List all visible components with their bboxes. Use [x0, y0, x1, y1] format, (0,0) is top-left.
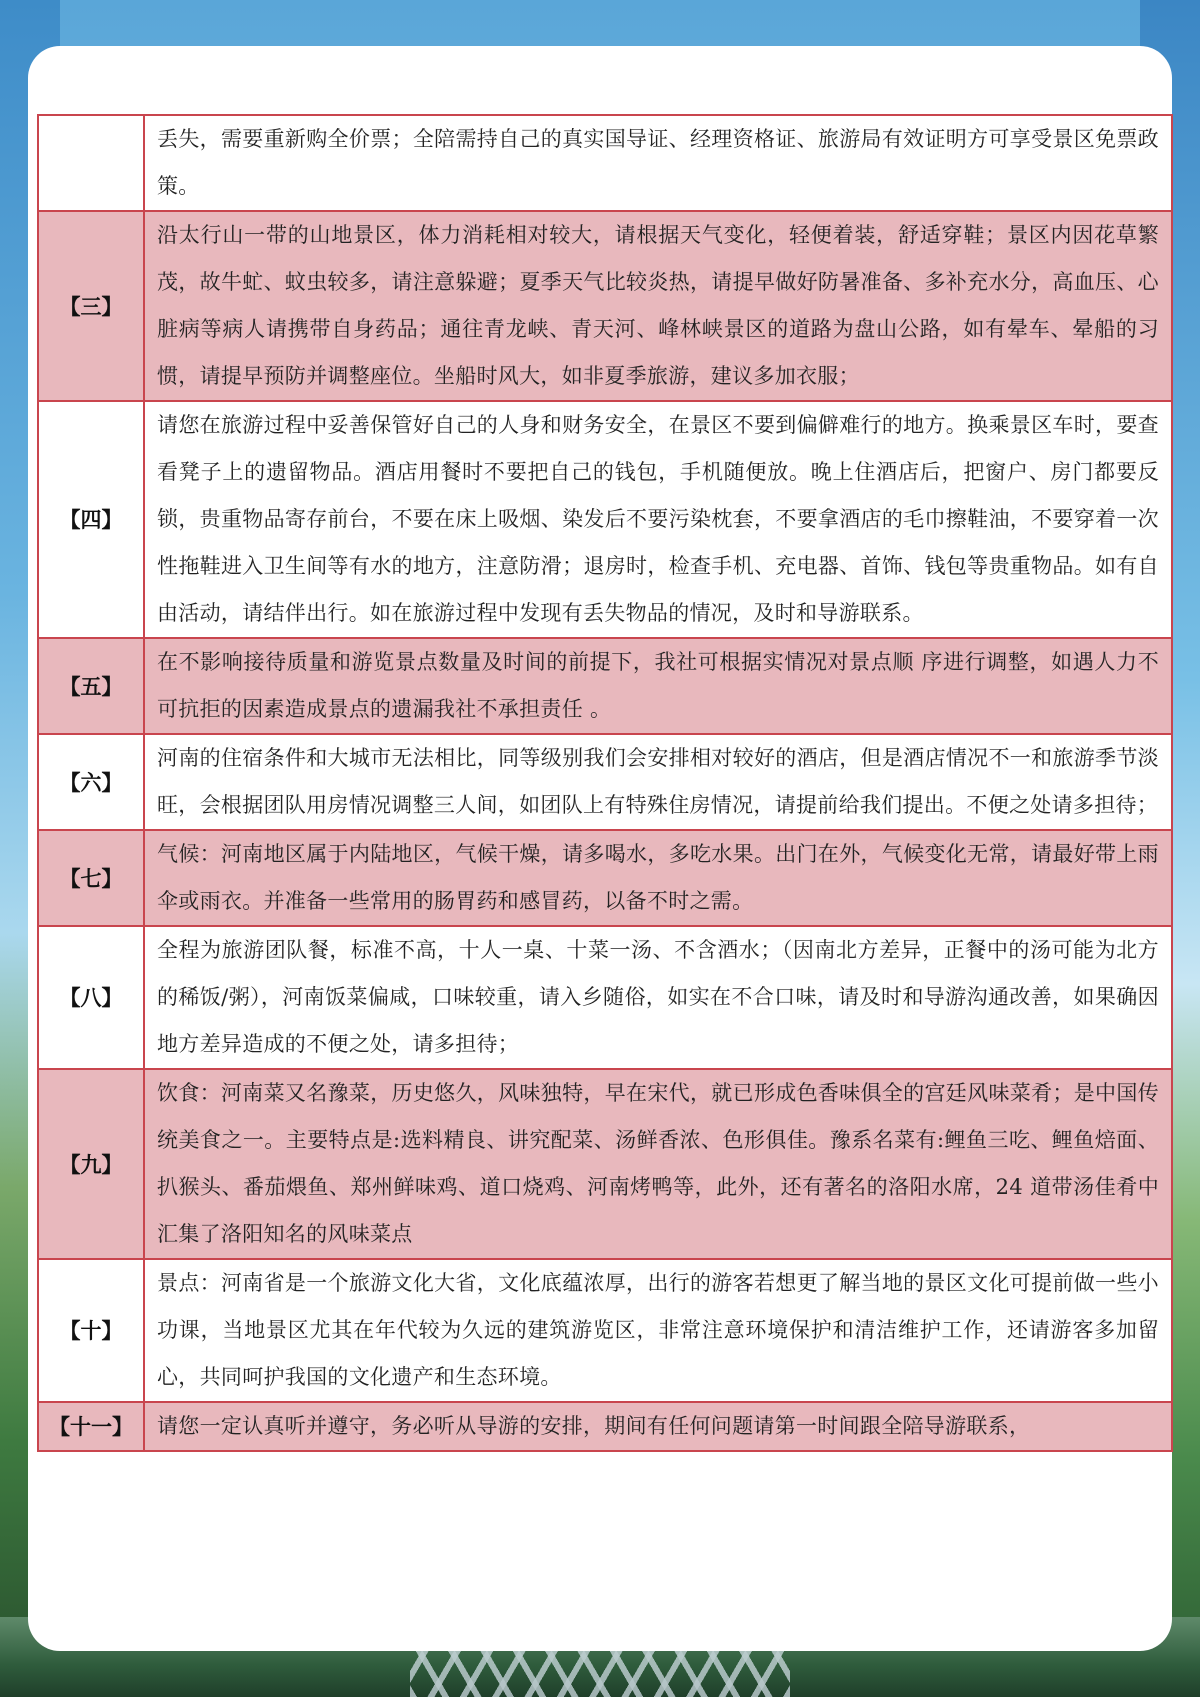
table-row — [38, 401, 1172, 638]
row-label — [38, 115, 144, 211]
row-text: 气候：河南地区属于内陆地区，气候干燥，请多喝水，多吃水果。出门在外，气候变化无常，请最好带上雨伞或雨衣。并准备一些常用的肠胃药和感冒药，以备不时之需。 — [144, 830, 1172, 926]
row-label: 【七】 — [38, 830, 144, 926]
table-row — [38, 1402, 1172, 1451]
row-text: 沿太行山一带的山地景区，体力消耗相对较大，请根据天气变化，轻便着装，舒适穿鞋；景区内因花草繁茂，故牛虻、蚊虫较多，请注意躲避；夏季天气比较炎热，请提早做好防暑准备、多补充水分，高血压、心脏病等病人请携带自身药品；通往青龙峡、青天河、峰林峡景区的道路为盘山公路，如有晕车、晕船的习惯，请提早预防并调整座位。坐船时风大，如非夏季旅游，建议多加衣服； — [144, 211, 1172, 401]
travel-notes-table — [37, 114, 1173, 1452]
row-text: 在不影响接待质量和游览景点数量及时间的前提下，我社可根据实情况对景点顺 序进行调整，如遇人力不可抗拒的因素造成景点的遗漏我社不承担责任 。 — [144, 638, 1172, 734]
row-label: 【九】 — [38, 1069, 144, 1259]
row-text: 请您在旅游过程中妥善保管好自己的人身和财务安全，在景区不要到偏僻难行的地方。换乘景区车时，要查看凳子上的遗留物品。酒店用餐时不要把自己的钱包，手机随便放。晚上住酒店后，把窗户、房门都要反锁，贵重物品寄存前台，不要在床上吸烟、染发后不要污染枕套，不要拿酒店的毛巾擦鞋油，不要穿着一次性拖鞋进入卫生间等有水的地方，注意防滑；退房时，检查手机、充电器、首饰、钱包等贵重物品。如有自由活动，请结伴出行。如在旅游过程中发现有丢失物品的情况，及时和导游联系。 — [144, 401, 1172, 638]
row-text: 饮食：河南菜又名豫菜，历史悠久，风味独特，早在宋代，就已形成色香味俱全的宫廷风味菜肴；是中国传统美食之一。主要特点是:选料精良、讲究配菜、汤鲜香浓、色形俱佳。豫系名菜有:鲤鱼三吃、鲤鱼焙面、扒猴头、番茄煨鱼、郑州鲜味鸡、道口烧鸡、河南烤鸭等，此外，还有著名的洛阳水席，24 道带汤佳肴中汇集了洛阳知名的风味菜点 — [144, 1069, 1172, 1259]
row-label: 【十】 — [38, 1259, 144, 1402]
row-label: 【八】 — [38, 926, 144, 1069]
row-text: 丢失，需要重新购全价票；全陪需持自己的真实国导证、经理资格证、旅游局有效证明方可享受景区免票政策。 — [144, 115, 1172, 211]
table-row — [38, 638, 1172, 734]
table-row — [38, 211, 1172, 401]
table-row — [38, 734, 1172, 830]
row-text: 请您一定认真听并遵守，务必听从导游的安排，期间有任何问题请第一时间跟全陪导游联系， — [144, 1402, 1172, 1451]
row-text: 河南的住宿条件和大城市无法相比，同等级别我们会安排相对较好的酒店，但是酒店情况不一和旅游季节淡旺，会根据团队用房情况调整三人间，如团队上有特殊住房情况，请提前给我们提出。不便之处请多担待； — [144, 734, 1172, 830]
row-label: 【五】 — [38, 638, 144, 734]
table-row — [38, 115, 1172, 211]
row-text: 景点：河南省是一个旅游文化大省，文化底蕴浓厚，出行的游客若想更了解当地的景区文化可提前做一些小功课，当地景区尤其在年代较为久远的建筑游览区，非常注意环境保护和清洁维护工作，还请游客多加留心，共同呵护我国的文化遗产和生态环境。 — [144, 1259, 1172, 1402]
row-label: 【三】 — [38, 211, 144, 401]
row-text: 全程为旅游团队餐，标准不高，十人一桌、十菜一汤、不含酒水；（因南北方差异，正餐中的汤可能为北方的稀饭/粥），河南饭菜偏咸，口味较重，请入乡随俗，如实在不合口味，请及时和导游沟通改善，如果确因地方差异造成的不便之处，请多担待； — [144, 926, 1172, 1069]
table-row — [38, 926, 1172, 1069]
table-row — [38, 1069, 1172, 1259]
table-row — [38, 1259, 1172, 1402]
row-label: 【十一】 — [38, 1402, 144, 1451]
row-label: 【四】 — [38, 401, 144, 638]
row-label: 【六】 — [38, 734, 144, 830]
table-row — [38, 830, 1172, 926]
